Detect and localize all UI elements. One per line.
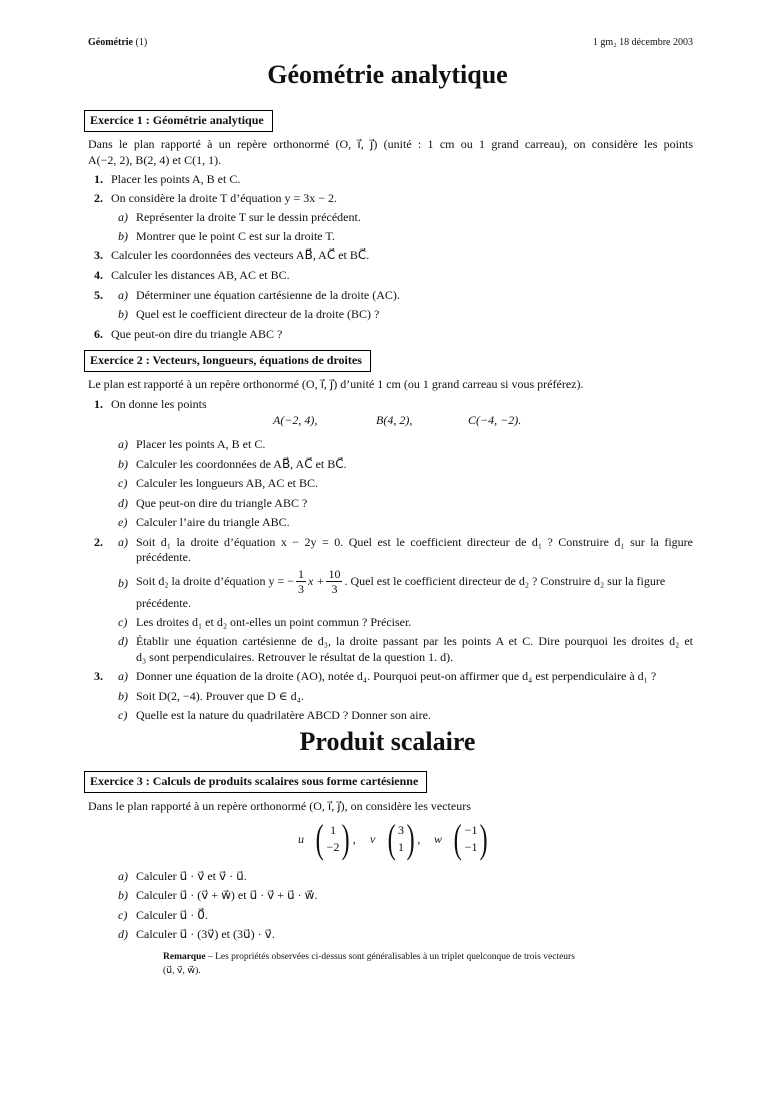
subquestion-label: b) bbox=[118, 689, 128, 703]
question-number: 2. bbox=[94, 535, 103, 549]
ex2-question-2c: Les droites d₁ et d₂ ont-elles un point commun ? Préciser. bbox=[136, 615, 412, 629]
vector-w-name: w⃗ bbox=[434, 831, 452, 846]
subquestion-label: b) bbox=[118, 576, 128, 590]
ex1-question-1: Placer les points A, B et C. bbox=[111, 172, 241, 186]
point-c: C(−4, −2). bbox=[468, 413, 522, 427]
page-title: Géométrie analytique bbox=[267, 60, 508, 89]
ex2-question-2b-line2: précédente. bbox=[136, 596, 191, 610]
ex2-question-3c: Quelle est la nature du quadrilatère ABCD ? Donner son aire. bbox=[136, 708, 431, 722]
right-paren: ) bbox=[480, 816, 489, 861]
fraction-one-third bbox=[296, 567, 306, 596]
running-header-right: 1 gm₂ 18 décembre 2003 bbox=[592, 37, 693, 48]
subquestion-label: a) bbox=[118, 288, 128, 302]
ex2-question-1e: Calculer l’aire du triangle ABC. bbox=[136, 515, 290, 529]
question-number: 2. bbox=[94, 191, 103, 205]
subquestion-label: c) bbox=[118, 615, 128, 629]
subquestion-label: b) bbox=[118, 229, 128, 243]
subquestion-label: d) bbox=[118, 927, 128, 941]
ex1-question-3: Calculer les coordonnées des vecteurs AB⃗, AC⃗ et BC⃗. bbox=[111, 248, 370, 262]
ex1-question-2a: Représenter la droite T sur le dessin précédent. bbox=[136, 210, 361, 224]
left-paren: ( bbox=[454, 816, 463, 861]
point-a: A(−2, 4), bbox=[273, 413, 318, 427]
ex3-question-a: Calculer u⃗ · v⃗ et v⃗ · u⃗. bbox=[136, 869, 247, 883]
subquestion-label: a) bbox=[118, 535, 128, 549]
vector-v-name: v⃗ bbox=[370, 831, 385, 846]
ex2-question-1a: Placer les points A, B et C. bbox=[136, 437, 266, 451]
question-number: 1. bbox=[94, 397, 103, 411]
vector-w bbox=[434, 816, 491, 861]
left-paren: ( bbox=[316, 816, 325, 861]
ex2-question-1d: Que peut-on dire du triangle ABC ? bbox=[136, 496, 308, 510]
ex2-question-2d-line2: d₃ sont perpendiculaires. Retrouver le résultat de la question 1. d). bbox=[136, 650, 454, 664]
fraction-ten-thirds bbox=[326, 567, 342, 596]
ex3-question-c: Calculer u⃗ · 0⃗. bbox=[136, 908, 208, 922]
vector-w-coords bbox=[465, 822, 478, 856]
subquestion-label: a) bbox=[118, 669, 128, 683]
q2b-text-mid: x + bbox=[308, 573, 325, 588]
exercise-3-heading: Exercice 3 : Calculs de produits scalaires sous forme cartésienne bbox=[84, 771, 427, 793]
ex1-question-5a: Déterminer une équation cartésienne de la droite (AC). bbox=[136, 288, 400, 302]
subquestion-label: c) bbox=[118, 708, 128, 722]
subquestion-label: a) bbox=[118, 437, 128, 451]
ex2-question-2b-line1 bbox=[136, 566, 665, 596]
subquestion-label: b) bbox=[118, 888, 128, 902]
vector-u-name: u⃗ bbox=[298, 831, 314, 846]
vector-v-coords bbox=[398, 822, 404, 856]
fraction-denominator: 3 bbox=[331, 581, 338, 596]
question-number: 6. bbox=[94, 327, 103, 341]
ex3-question-d: Calculer u⃗ · (3v⃗) et (3u⃗) · v⃗. bbox=[136, 927, 275, 941]
question-number: 3. bbox=[94, 669, 103, 683]
q2b-text-start: Soit d₂ la droite d’équation y = − bbox=[136, 573, 295, 588]
coord: 1 bbox=[398, 840, 404, 854]
ex1-question-6: Que peut-on dire du triangle ABC ? bbox=[111, 327, 283, 341]
right-paren: ) bbox=[406, 816, 415, 861]
ex1-question-5b: Quel est le coefficient directeur de la droite (BC) ? bbox=[136, 307, 380, 321]
exercise-3-intro: Dans le plan rapporté à un repère orthonormé (O, i⃗, j⃗), on considère les vecteurs bbox=[88, 799, 471, 813]
ex2-question-3b: Soit D(2, −4). Prouver que D ∈ d₄. bbox=[136, 689, 304, 703]
ex1-question-2: On considère la droite T d’équation y = 3x − 2. bbox=[111, 191, 338, 205]
subquestion-label: d) bbox=[118, 496, 128, 510]
ex1-question-2b: Montrer que le point C est sur la droite T. bbox=[136, 229, 335, 243]
q2b-text-end: . Quel est le coefficient directeur de d₂ ? Construire d₂ sur la figure bbox=[344, 573, 666, 588]
ex1-question-4: Calculer les distances AB, AC et BC. bbox=[111, 268, 290, 282]
ex2-question-3a: Donner une équation de la droite (AO), notée d₄. Pourquoi peut-on affirmer que d₄ est perpendiculaire à d₁ ? bbox=[136, 669, 657, 683]
remark-line2: (u⃗, v⃗, w⃗). bbox=[163, 966, 201, 976]
ex2-question-2a-line2: précédente. bbox=[136, 550, 191, 564]
exercise-2-intro: Le plan est rapporté à un repère orthonormé (O, i⃗, j⃗) d’unité 1 cm (ou 1 grand carreau si vous préférez). bbox=[88, 377, 584, 391]
vector-u-coords bbox=[327, 822, 340, 856]
question-number: 1. bbox=[94, 172, 103, 186]
ex2-question-1b: Calculer les coordonnées de AB⃗, AC⃗ et BC⃗. bbox=[136, 457, 347, 471]
ex2-question-2d-line1: Établir une équation cartésienne de d₃, la droite passant par les points A et C. Dire pourquoi les droites d₂ et bbox=[136, 634, 693, 648]
subquestion-label: b) bbox=[118, 307, 128, 321]
subquestion-label: c) bbox=[118, 908, 128, 922]
coord: 3 bbox=[398, 823, 404, 837]
subquestion-label: e) bbox=[118, 515, 128, 529]
fraction-numerator: 10 bbox=[328, 566, 341, 581]
coord: 1 bbox=[330, 823, 337, 837]
exercise-2-heading: Exercice 2 : Vecteurs, longueurs, équations de droites bbox=[84, 350, 371, 372]
right-paren: ) bbox=[342, 816, 351, 861]
coord: −2 bbox=[326, 840, 340, 854]
ex2-question-1c: Calculer les longueurs AB, AC et BC. bbox=[136, 476, 318, 490]
question-number: 3. bbox=[94, 248, 103, 262]
ex2-question-2a-line1: Soit d₁ la droite d’équation x − 2y = 0. Quel est le coefficient directeur de d₁ ? Construire d₁ sur la figure bbox=[136, 535, 693, 549]
exercise-1-intro-line2: A(−2, 2), B(2, 4) et C(1, 1). bbox=[88, 153, 222, 167]
coord: −1 bbox=[464, 823, 478, 837]
subquestion-label: a) bbox=[118, 210, 128, 224]
subquestion-label: c) bbox=[118, 476, 128, 490]
vector-v: v⃗ ( 3 1 ) , bbox=[370, 816, 421, 861]
fraction-denominator: 3 bbox=[298, 581, 305, 596]
coord: −1 bbox=[464, 840, 478, 854]
fraction-numerator: 1 bbox=[298, 566, 305, 581]
point-b: B(4, 2), bbox=[376, 413, 413, 427]
left-paren: ( bbox=[387, 816, 396, 861]
question-number: 5. bbox=[94, 288, 103, 302]
running-header-left: Géométrie (1) bbox=[88, 37, 148, 48]
exercise-1-intro-line1: Dans le plan rapporté à un repère orthonormé (O, i⃗, j⃗) (unité : 1 cm ou 1 grand carreau), on considère les points bbox=[88, 137, 693, 151]
subquestion-label: d) bbox=[118, 634, 128, 648]
ex2-question-1: On donne les points bbox=[111, 397, 207, 411]
ex3-question-b: Calculer u⃗ · (v⃗ + w⃗) et u⃗ · v⃗ + u⃗ · w⃗. bbox=[136, 888, 318, 902]
subquestion-label: b) bbox=[118, 457, 128, 471]
vector-u: u⃗ ( 1 −2 ) , bbox=[298, 816, 356, 861]
section-title: Produit scalaire bbox=[299, 727, 476, 756]
subquestion-label: a) bbox=[118, 869, 128, 883]
remark-line1: Remarque – Les propriétés observées ci-dessus sont généralisables à un triplet quelconque de trois vecteurs bbox=[163, 952, 575, 962]
question-number: 4. bbox=[94, 268, 103, 282]
exercise-1-heading: Exercice 1 : Géométrie analytique bbox=[84, 110, 273, 132]
